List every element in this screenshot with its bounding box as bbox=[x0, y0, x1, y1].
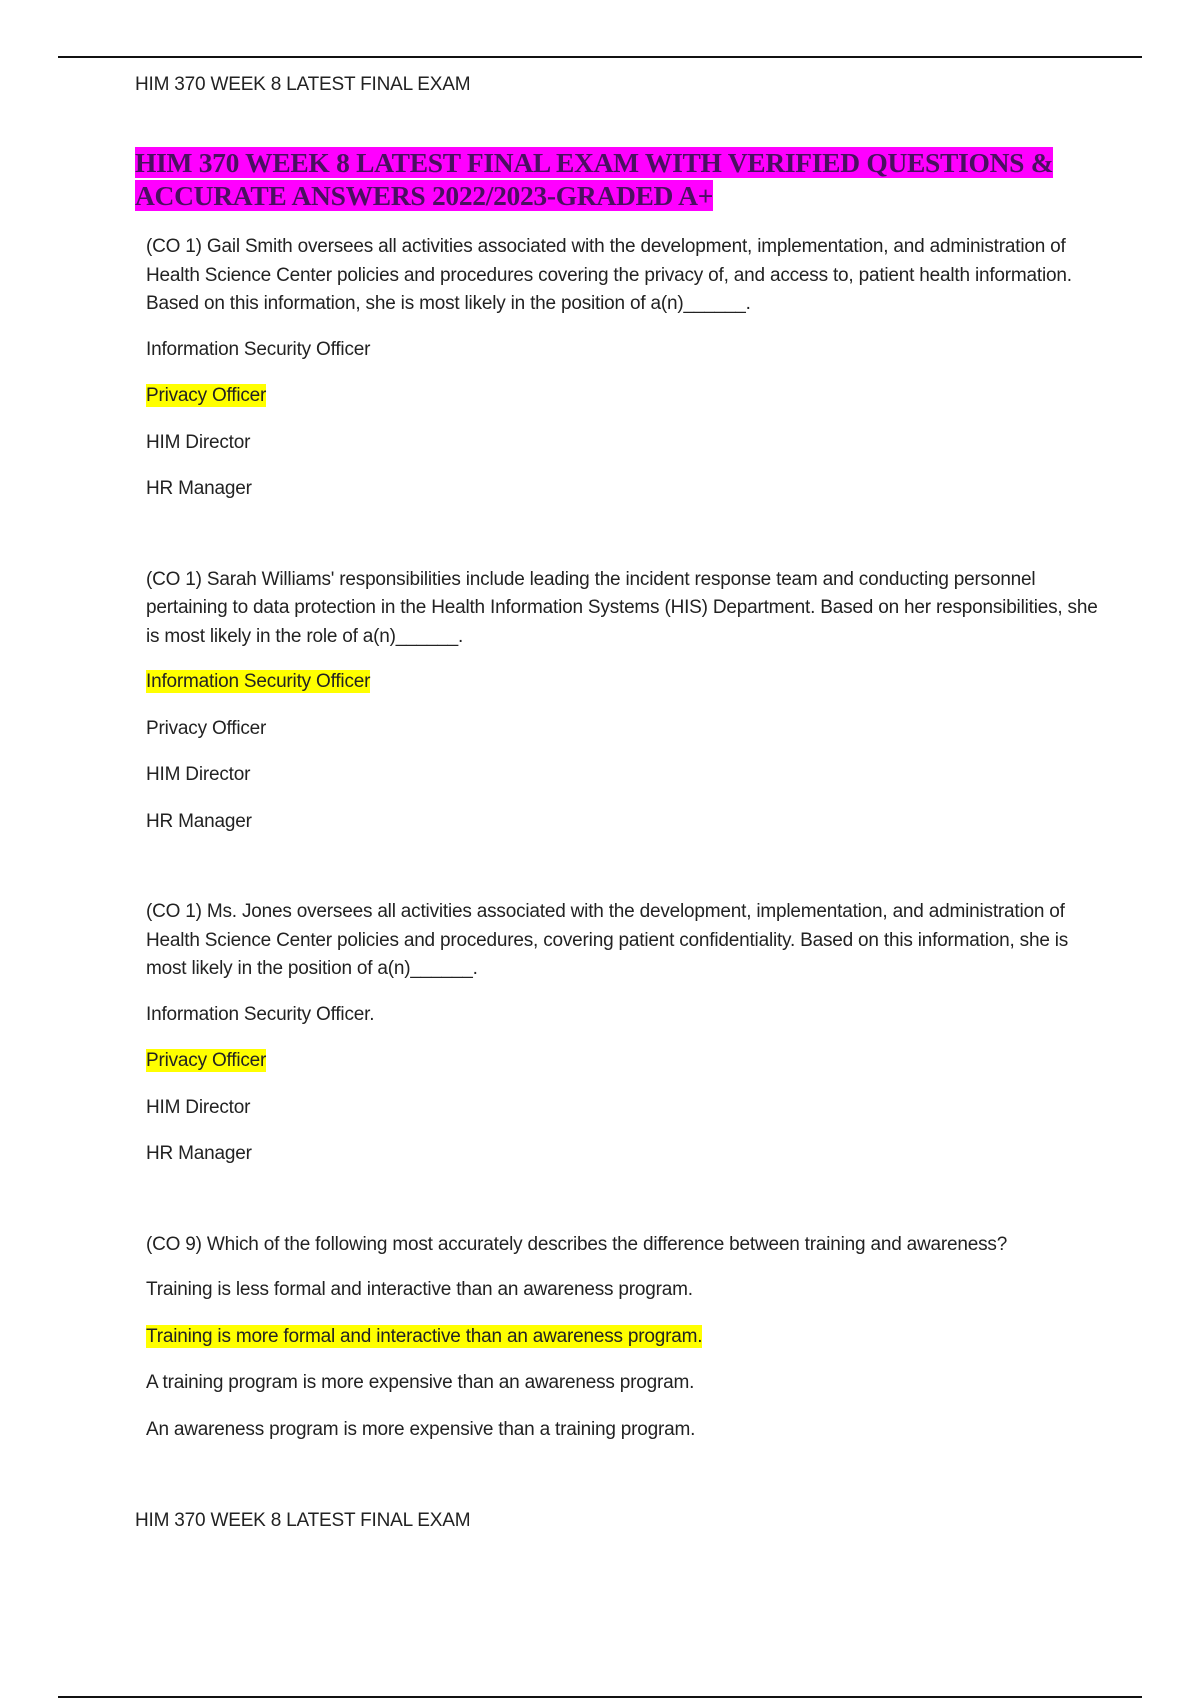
document-title bbox=[135, 146, 1095, 212]
answer-option: HR Manager bbox=[146, 478, 252, 499]
question-list bbox=[146, 233, 1106, 1462]
answer-option: HR Manager bbox=[146, 1143, 252, 1164]
answer-options bbox=[146, 1001, 1106, 1169]
answer-option: Privacy Officer bbox=[146, 717, 267, 739]
answer-option: HIM Director bbox=[146, 764, 251, 785]
answer-option-correct: Information Security Officer bbox=[146, 671, 371, 692]
answer-option: Information Security Officer. bbox=[146, 1003, 375, 1025]
answer-option-correct: Privacy Officer bbox=[146, 1050, 267, 1071]
question-text: (CO 1) Gail Smith oversees all activities associated with the development, implementation, and administration of Health Science Center policies and procedures covering the privacy of, and access to, patient health information. Based on this information, she is most likely in the position of a(n)______. bbox=[146, 236, 1072, 314]
answer-option: HR Manager bbox=[146, 810, 252, 832]
answer-options bbox=[146, 1276, 1106, 1444]
answer-options bbox=[146, 668, 1106, 836]
answer-option: Training is less formal and interactive than an awareness program. bbox=[146, 1279, 693, 1300]
spacer bbox=[146, 854, 1106, 898]
spacer bbox=[146, 522, 1106, 566]
question-text: (CO 1) Sarah Williams' responsibilities include leading the incident response team and conducting personnel pertaining to data protection in the Health Information Systems (HIS) Department. Based on her responsibilities, she is most likely in the role of a(n)______. bbox=[146, 568, 1098, 647]
answer-option: An awareness program is more expensive than a training program. bbox=[146, 1418, 696, 1440]
question-3 bbox=[146, 898, 1106, 1169]
top-rule bbox=[58, 56, 1142, 58]
bottom-rule bbox=[58, 1696, 1142, 1698]
question-text: (CO 1) Ms. Jones oversees all activities associated with the development, implementation, and administration of Health Science Center policies and procedures, covering patient confidentiality. Based on this information, she is most likely in the position of a(n)______. bbox=[146, 901, 1069, 979]
running-footer: HIM 370 WEEK 8 LATEST FINAL EXAM bbox=[135, 1510, 471, 1531]
answer-option-correct: Privacy Officer bbox=[146, 385, 267, 406]
answer-option: A training program is more expensive than an awareness program. bbox=[146, 1372, 695, 1393]
question-text: (CO 9) Which of the following most accurately describes the difference between training and awareness? bbox=[146, 1233, 1008, 1255]
answer-option-correct: Training is more formal and interactive than an awareness program. bbox=[146, 1325, 703, 1347]
answer-options bbox=[146, 336, 1106, 504]
running-header: HIM 370 WEEK 8 LATEST FINAL EXAM bbox=[135, 74, 471, 95]
question-1 bbox=[146, 233, 1106, 504]
answer-option: Information Security Officer bbox=[146, 338, 371, 360]
answer-option: HIM Director bbox=[146, 1096, 251, 1118]
document-title-text: HIM 370 WEEK 8 LATEST FINAL EXAM WITH VERIFIED QUESTIONS & ACCURATE ANSWERS 2022/2023-GRADED A+ bbox=[135, 147, 1054, 211]
question-4 bbox=[146, 1231, 1106, 1445]
spacer bbox=[146, 1187, 1106, 1231]
question-2 bbox=[146, 566, 1106, 837]
answer-option: HIM Director bbox=[146, 431, 251, 453]
